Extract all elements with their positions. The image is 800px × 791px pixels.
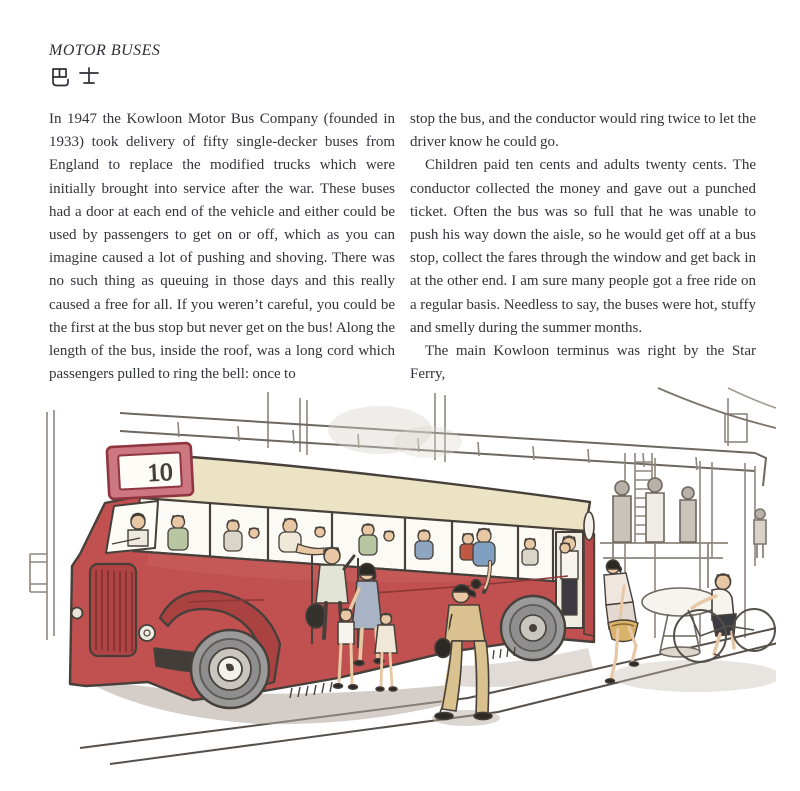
article-header	[49, 42, 160, 89]
text-columns	[49, 108, 756, 386]
front-wheel	[191, 630, 269, 708]
route-number-plate	[107, 443, 194, 499]
basket-carrier	[604, 560, 639, 683]
cjk-title	[49, 65, 160, 89]
front-grille	[90, 564, 136, 656]
paragraph: The main Kowloon terminus was right by the Star Ferry,	[410, 343, 756, 383]
page-title: MOTOR BUSES	[49, 42, 161, 59]
paragraph: In 1947 the Kowloon Motor Bus Company (founded in 1933) took delivery of fifty single-decker buses from England to replace the modified trucks which were initially brought into service after the war. These buses had a door at each end of the vehicle and either could be used by passengers to get on or off, which as you can imagine caused a lot of pushing and shoving. There was no such thing as queuing in those days and this really caused a free for all. If you weren’t careful, you could be the first at the bus stop but never get on the bus! Along the length of the bus, inside the roof, was a long cord which passengers pulled to ring the bell: once to	[49, 111, 395, 383]
bus-illustration	[28, 386, 776, 786]
text-column-right	[410, 108, 756, 386]
child-two	[375, 614, 397, 692]
rear-wheel	[501, 596, 565, 660]
paragraph: Children paid ten cents and adults twenty cents. The conductor collected the money and gave out a punched ticket. Often the bus was so full that he was unable to push his way down the aisle, so he would get off at a bus stop, collect the fares through the window and get back in at the other end. I am sure many people got a free ride on a regular basis. Needless to say, the buses were hot, stuffy and smelly during the summer months.	[410, 157, 756, 336]
headlight-left	[72, 608, 83, 619]
route-number: 10	[146, 458, 174, 488]
text-column-left	[49, 108, 395, 386]
headlight-right	[139, 625, 155, 641]
cjk-title-graphic	[49, 65, 101, 89]
paragraph: stop the bus, and the conductor would ring twice to let the driver know he could go.	[410, 111, 756, 151]
